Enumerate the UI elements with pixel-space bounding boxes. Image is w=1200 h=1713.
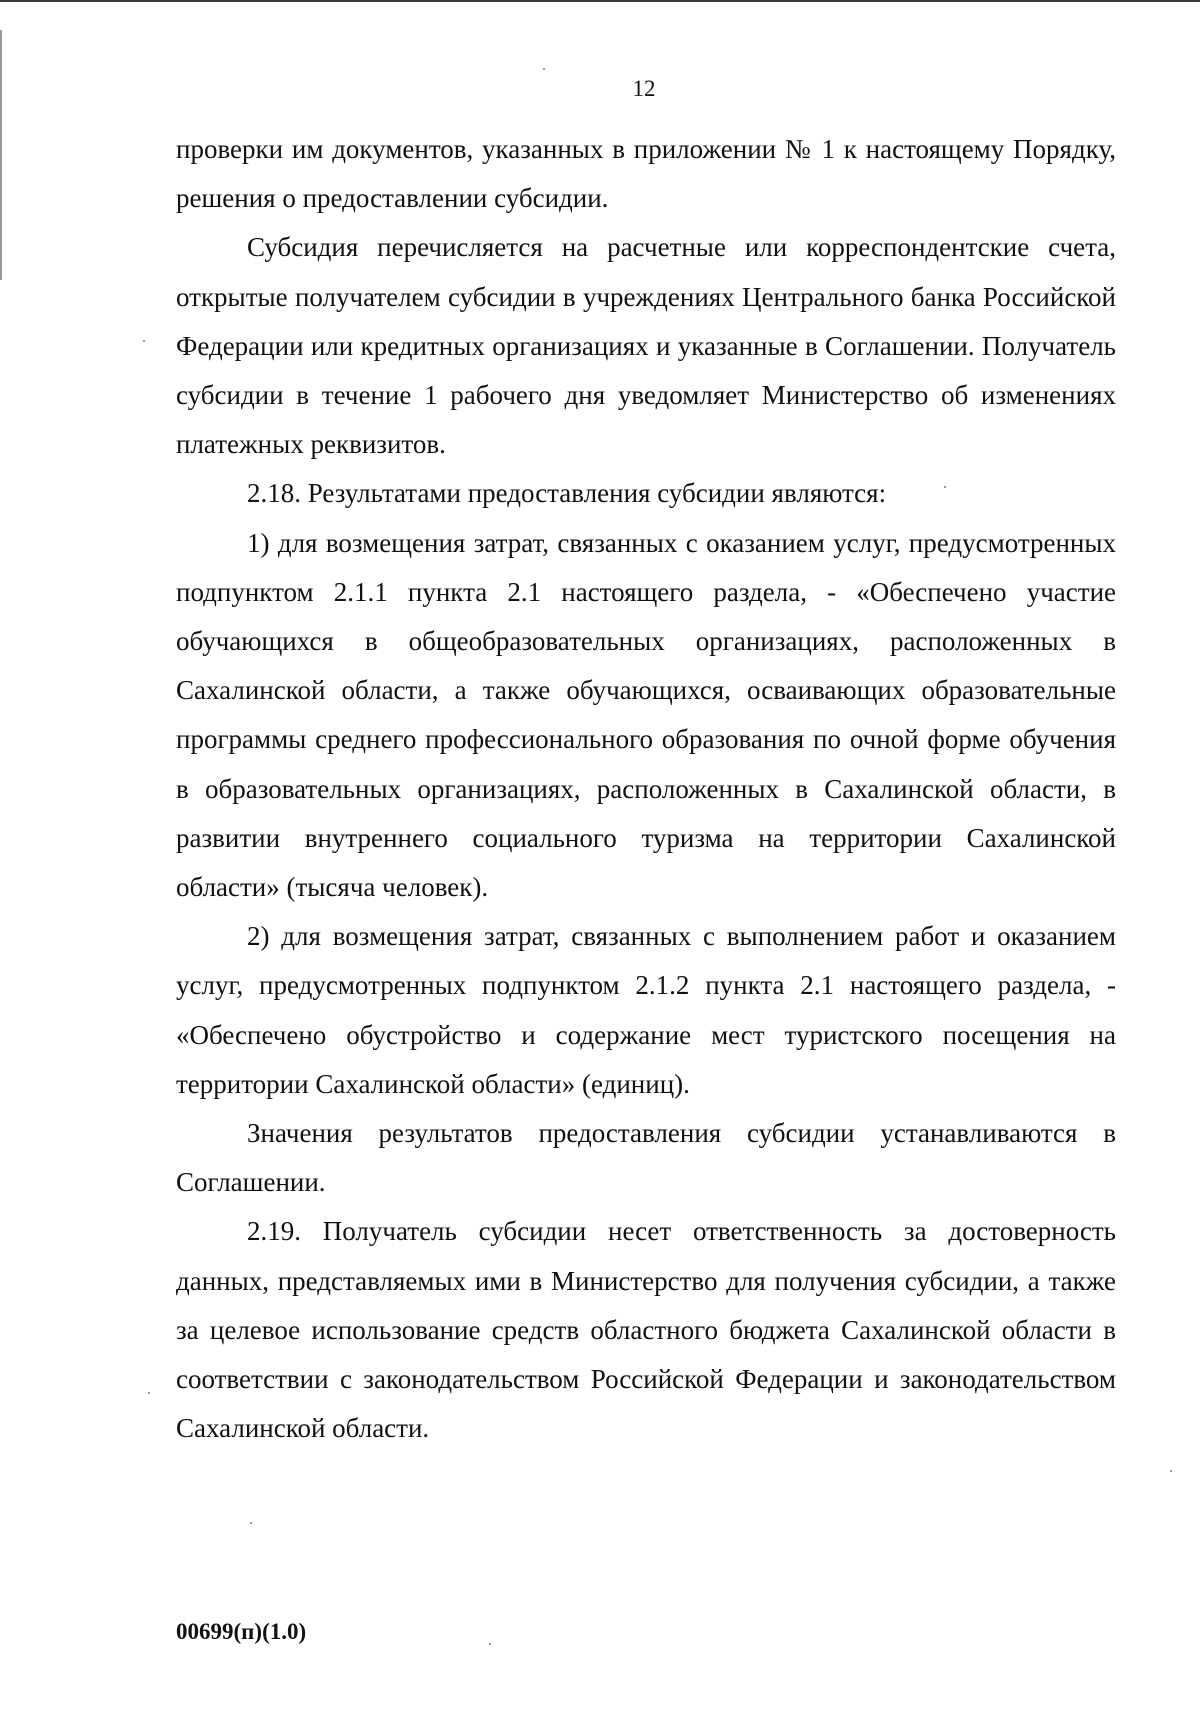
scan-speck [543, 68, 545, 70]
page-top-border [0, 0, 1200, 2]
scan-speck [148, 1392, 150, 1394]
paragraph-1: проверки им документов, указанных в приложении № 1 к настоящему Порядку, решения о предоставлении субсидии. [176, 134, 1116, 214]
page-left-border [0, 30, 2, 280]
scan-speck [489, 1643, 491, 1645]
page-number: 12 [632, 76, 656, 101]
paragraph-3: 2.18. Результатами предоставления субсидии являются: [247, 478, 887, 509]
paragraph-7: 2.19. Получатель субсидии несет ответственность за достоверность данных, представляемых ими в Министерство для получения субсидии, а также за целевое использование средств областного бюджета Сахалинской области в соответствии с законодательством Российской Федерации и законодательством Сахалинской области. [176, 1216, 1116, 1444]
paragraph-2: Субсидия перечисляется на расчетные или корреспондентские счета, открытые получателем субсидии в учреждениях Центрального банка Российской Федерации или кредитных организациях и указанные в Соглашении. Получатель субсидии в течение 1 рабочего дня уведомляет Министерство об изменениях платежных реквизитов. [176, 232, 1116, 460]
scan-speck [250, 1522, 252, 1524]
paragraph-4: 1) для возмещения затрат, связанных с оказанием услуг, предусмотренных подпунктом 2.1.1 пункта 2.1 настоящего раздела, - «Обеспечено участие обучающихся в общеобразовательных организациях, расположенных в Сахалинской области, а также обучающихся, осваивающих образовательные программы среднего профессионального образования по очной форме обучения в образовательных организациях, расположенных в Сахалинской области, в развитии внутреннего социального туризма на территории Сахалинской области» (тысяча человек). [176, 527, 1116, 903]
document-code: 00699(п)(1.0) [176, 1619, 307, 1644]
paragraph-6: Значения результатов предоставления субсидии устанавливаются в Соглашении. [176, 1118, 1116, 1198]
paragraph-5: 2) для возмещения затрат, связанных с выполнением работ и оказанием услуг, предусмотренных подпунктом 2.1.2 пункта 2.1 настоящего раздела, - «Обеспечено обустройство и содержание мест туристского посещения на территории Сахалинской области» (единиц). [176, 921, 1116, 1099]
scan-speck [1170, 1470, 1172, 1472]
scan-speck [944, 486, 946, 488]
scan-speck [143, 340, 145, 342]
document-body [176, 125, 1116, 1453]
